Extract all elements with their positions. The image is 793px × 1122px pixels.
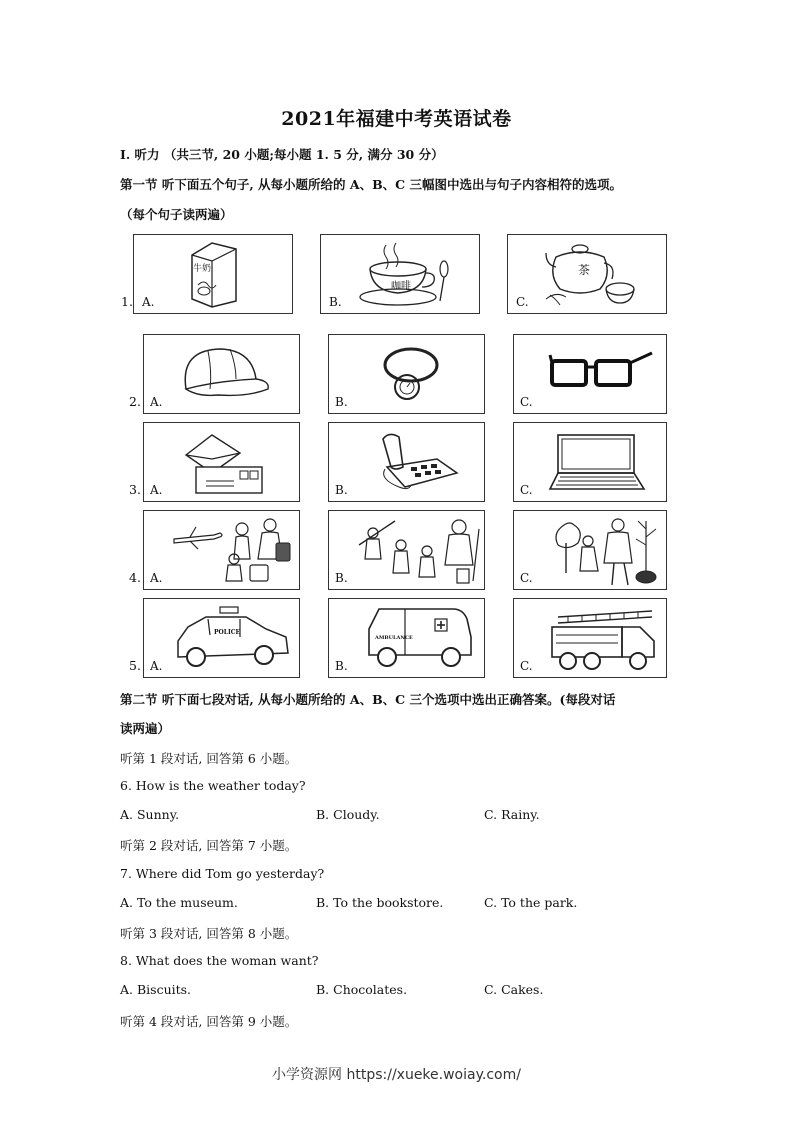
answer-option-a[interactable]: A. To the museum. [120, 895, 238, 910]
answer-option-b[interactable]: B. Chocolates. [316, 982, 408, 997]
question-number: 4. [129, 570, 141, 585]
picture-option-4a[interactable] [143, 510, 300, 590]
picture-option-3a[interactable] [143, 422, 300, 502]
picture-option-4b[interactable] [328, 510, 485, 590]
option-label: A. [150, 571, 163, 585]
option-label: A. [150, 659, 163, 673]
picture-option-2a[interactable] [143, 334, 300, 414]
picture-option-1a[interactable] [133, 234, 293, 314]
envelope-icon [182, 429, 266, 497]
question-number: 5. [129, 658, 141, 673]
dialogue-instruction: 听第 1 段对话, 回答第 6 小题。 [120, 751, 298, 766]
police-caption: POLICE [214, 629, 241, 636]
question-text: 7. Where did Tom go yesterday? [120, 866, 325, 881]
question-text: 6. How is the weather today? [120, 778, 306, 793]
option-label: B. [335, 483, 348, 497]
option-label: C. [520, 483, 533, 497]
answer-option-a[interactable]: A. Sunny. [120, 807, 180, 822]
option-label: B. [335, 659, 348, 673]
watch-icon [377, 343, 443, 405]
option-label: B. [335, 571, 348, 585]
question-number: 3. [129, 482, 141, 497]
tea-caption: 茶 [578, 263, 591, 277]
fire-truck-icon [548, 603, 660, 673]
coffee-cup-icon [356, 239, 456, 309]
travel-scene-icon [172, 515, 296, 587]
answer-option-b[interactable]: B. Cloudy. [316, 807, 380, 822]
picture-option-5b[interactable] [328, 598, 485, 678]
glasses-icon [548, 349, 654, 393]
question-number: 1. [121, 294, 133, 309]
ambulance-caption: AMBULANCE [375, 635, 413, 641]
option-label: C. [516, 295, 529, 309]
cap-icon [178, 343, 272, 403]
laptop-icon [550, 431, 646, 495]
part2-instruction: 第二节 听下面七段对话, 从每小题所给的 A、B、C 三个选项中选出正确答案。(每段对话 [120, 692, 616, 707]
picture-option-2c[interactable] [513, 334, 667, 414]
dialogue-instruction: 听第 4 段对话, 回答第 9 小题。 [120, 1014, 298, 1029]
tea-pot-icon [544, 239, 640, 309]
page-title: 2021年福建中考英语试卷 [281, 108, 512, 130]
picture-option-3b[interactable] [328, 422, 485, 502]
picture-option-5a[interactable] [143, 598, 300, 678]
police-car-icon [174, 605, 290, 671]
dialogue-instruction: 听第 3 段对话, 回答第 8 小题。 [120, 926, 298, 941]
option-label: C. [520, 395, 533, 409]
milk-caption: 牛奶 [193, 264, 212, 274]
tree-planting-icon [550, 515, 662, 587]
option-label: B. [335, 395, 348, 409]
picture-option-1c[interactable] [507, 234, 667, 314]
answer-option-b[interactable]: B. To the bookstore. [316, 895, 444, 910]
part1-instruction-note: （每个句子读两遍） [120, 207, 233, 222]
footer-watermark: 小学资源网 https://xueke.woiay.com/ [272, 1067, 521, 1083]
question-number: 2. [129, 394, 141, 409]
telephone-icon [375, 429, 459, 495]
milk-carton-icon [184, 239, 244, 309]
option-label: A. [150, 483, 163, 497]
question-text: 8. What does the woman want? [120, 953, 319, 968]
picture-option-2b[interactable] [328, 334, 485, 414]
option-label: A. [142, 295, 155, 309]
cleaning-scene-icon [355, 515, 481, 587]
answer-option-a[interactable]: A. Biscuits. [120, 982, 192, 997]
answer-option-c[interactable]: C. To the park. [484, 895, 578, 910]
option-label: A. [150, 395, 163, 409]
part1-instruction: 第一节 听下面五个句子, 从每小题所给的 A、B、C 三幅图中选出与句子内容相符的选项。 [120, 177, 622, 192]
answer-option-c[interactable]: C. Rainy. [484, 807, 540, 822]
coffee-caption: 咖啡 [391, 281, 411, 292]
dialogue-instruction: 听第 2 段对话, 回答第 7 小题。 [120, 838, 298, 853]
answer-option-c[interactable]: C. Cakes. [484, 982, 544, 997]
picture-option-5c[interactable] [513, 598, 667, 678]
picture-option-4c[interactable] [513, 510, 667, 590]
picture-option-3c[interactable] [513, 422, 667, 502]
option-label: C. [520, 571, 533, 585]
option-label: B. [329, 295, 342, 309]
picture-option-1b[interactable] [320, 234, 480, 314]
section-heading: I. 听力 （共三节, 20 小题;每小题 1. 5 分, 满分 30 分） [120, 147, 444, 162]
option-label: C. [520, 659, 533, 673]
part2-instruction-note: 读两遍） [120, 721, 171, 736]
